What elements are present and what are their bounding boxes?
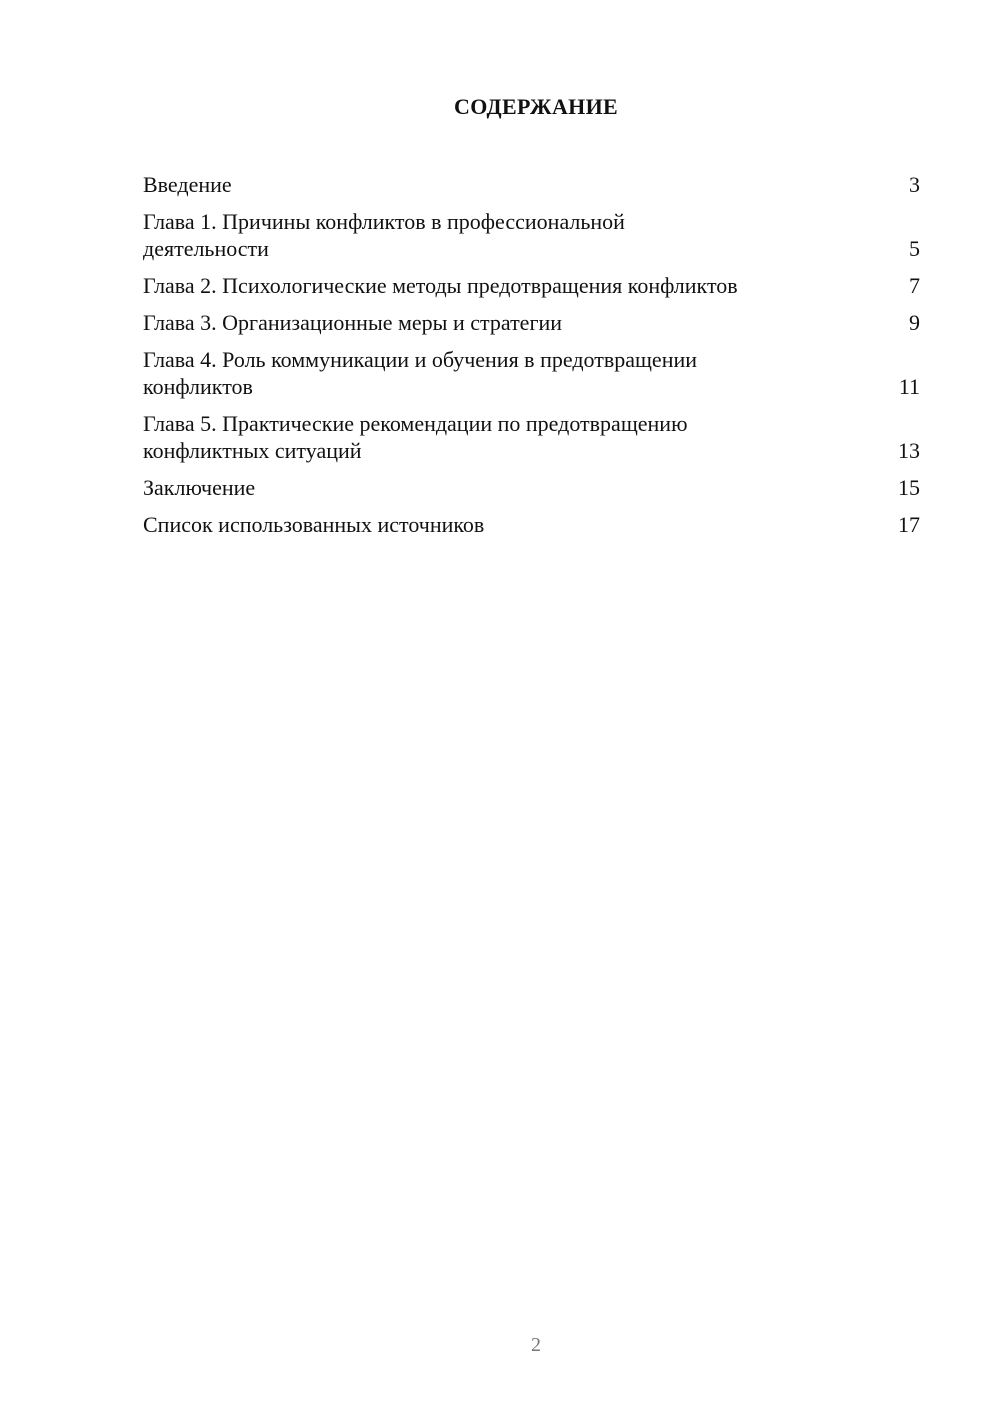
- toc-entry-page: 15: [898, 475, 920, 500]
- toc-entry-chapter-2: [143, 272, 920, 299]
- table-of-contents: [143, 171, 920, 548]
- toc-entry-page: 17: [898, 512, 920, 537]
- toc-entry-chapter-3: [143, 309, 920, 336]
- toc-entry-text: Список использованных источников: [143, 512, 485, 537]
- toc-entry-chapter-1: [143, 208, 920, 262]
- toc-entry-chapter-5: [143, 410, 920, 464]
- toc-title: СОДЕРЖАНИЕ: [454, 94, 618, 119]
- toc-entry-chapter-4: [143, 346, 920, 400]
- toc-entry-text: Глава 1. Причины конфликтов в профессиональной деятельности: [143, 209, 625, 261]
- toc-entry-text: Заключение: [143, 475, 256, 500]
- page-number: 2: [531, 1334, 541, 1356]
- toc-entry-text: Глава 2. Психологические методы предотвращения конфликтов: [143, 273, 738, 298]
- toc-entry-page: 9: [909, 310, 920, 335]
- toc-entry-text: Глава 5. Практические рекомендации по предотвращению конфликтных ситуаций: [143, 411, 688, 463]
- toc-entry-page: 3: [909, 172, 920, 197]
- toc-entry-text: Глава 4. Роль коммуникации и обучения в предотвращении конфликтов: [143, 347, 698, 399]
- toc-entry-page: 7: [909, 273, 920, 298]
- toc-entry-introduction: [143, 171, 920, 198]
- toc-entry-page: 5: [909, 236, 920, 261]
- toc-entry-conclusion: [143, 474, 920, 501]
- toc-entry-page: 13: [898, 438, 920, 463]
- toc-entry-text: Введение: [143, 172, 232, 197]
- toc-entry-page: 11: [898, 374, 920, 399]
- toc-entry-references: [143, 511, 920, 538]
- toc-entry-text: Глава 3. Организационные меры и стратегии: [143, 310, 563, 335]
